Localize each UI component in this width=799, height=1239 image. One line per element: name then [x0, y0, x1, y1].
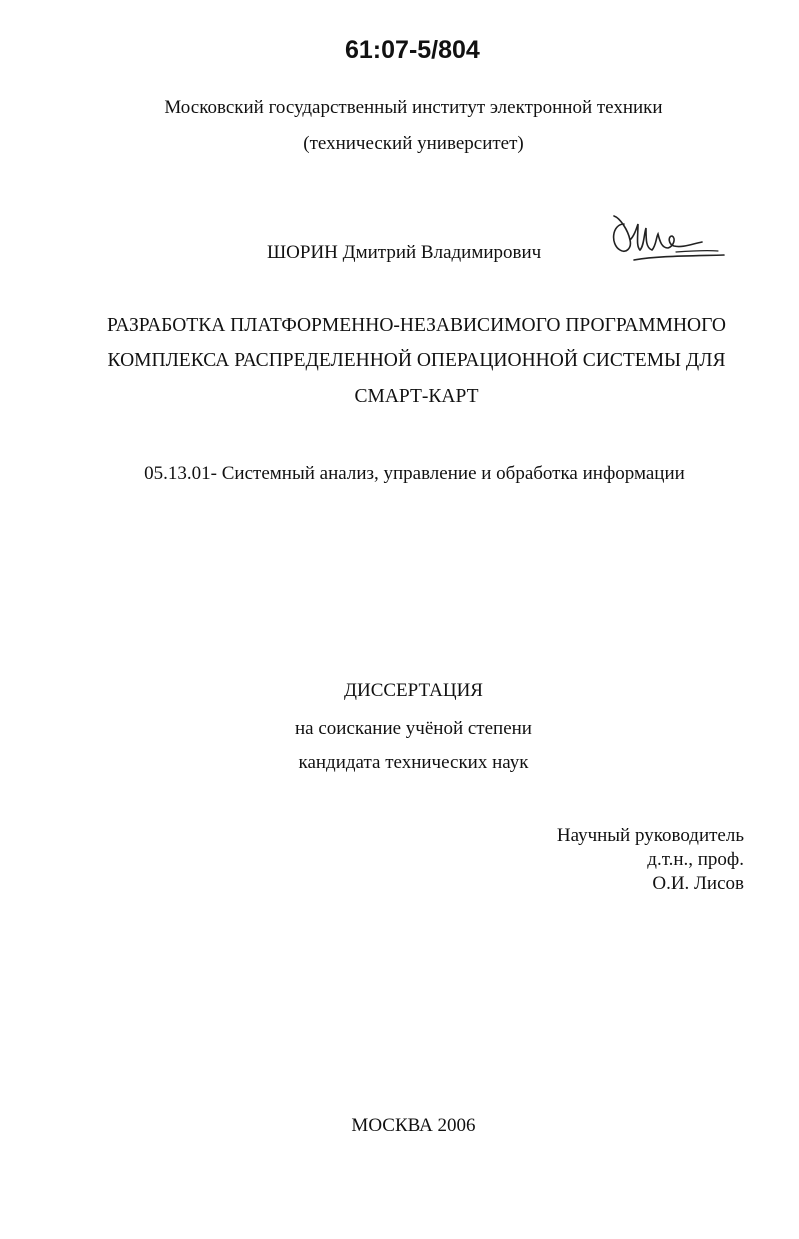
city-year: МОСКВА 2006 — [351, 1115, 476, 1136]
supervisor-block — [557, 824, 744, 896]
thesis-title-line-2: КОМПЛЕКСА РАСПРЕДЕЛЕННОЙ ОПЕРАЦИОННОЙ СИСТЕМЫ ДЛЯ — [107, 350, 726, 371]
signature — [606, 210, 731, 272]
degree-name: кандидата технических наук — [298, 752, 529, 773]
specialty-code: 05.13.01- Системный анализ, управление и обработка информации — [144, 463, 685, 484]
catalog-number: 61:07-5/804 — [345, 36, 480, 64]
supervisor-label: Научный руководитель — [556, 825, 744, 846]
author-name: ШОРИН Дмитрий Владимирович — [267, 242, 542, 263]
thesis-title-line-3: СМАРТ-КАРТ — [354, 386, 479, 407]
institute-subtitle: (технический университет) — [303, 133, 524, 154]
dissertation-heading: ДИССЕРТАЦИЯ — [344, 680, 483, 701]
thesis-title-line-1: РАЗРАБОТКА ПЛАТФОРМЕННО-НЕЗАВИСИМОГО ПРОГРАММНОГО — [107, 315, 726, 336]
institute-name: Московский государственный институт электронной техники — [164, 97, 663, 118]
degree-purpose: на соискание учёной степени — [295, 718, 532, 739]
supervisor-degree: д.т.н., проф. — [647, 849, 744, 870]
supervisor-name: О.И. Лисов — [652, 873, 744, 894]
